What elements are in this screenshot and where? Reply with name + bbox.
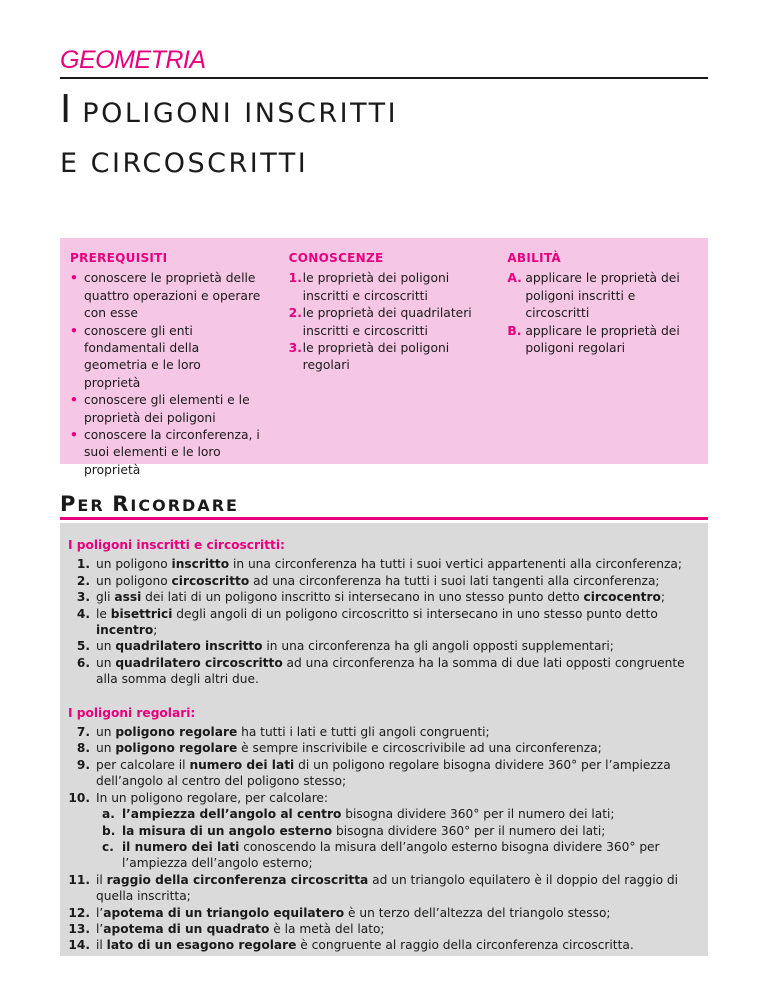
rule-text [96,741,602,755]
prerequisiti-text: conoscere la circonferenza, i suoi elementi e le loro proprietà [84,428,260,477]
section-label: GEOMETRIA [60,46,206,74]
rule-number: 1. [76,557,90,572]
rule-text [96,590,665,604]
bullet-icon: • [70,271,78,286]
prerequisiti-item [70,427,261,479]
text-run: è sempre inscrivibile e circoscrivibile ad una circonferenza; [237,741,602,756]
text-run: bisogna dividere 360° per il numero dei lati; [341,807,615,822]
text-run: è congruente al raggio della circonferenza circoscritta. [296,938,634,953]
abilita-heading: ABILITÀ [507,251,561,265]
rule-number: 3. [76,590,90,605]
conoscenze-item [289,305,480,340]
bold-term: il numero dei lati [122,839,240,854]
item-letter: B. [507,323,522,338]
text-run: ; [660,590,665,605]
page-title [60,84,398,189]
abilita-item [507,270,698,322]
rule-number: 11. [68,872,90,887]
rule-number: 7. [76,725,90,740]
title-small: ER [77,496,113,515]
bullet-icon: • [70,393,78,408]
rule-subitem [96,839,700,872]
prerequisiti-item [70,270,261,322]
rule-item [68,790,700,872]
rule-text [96,758,671,788]
rule-number: 5. [76,639,90,654]
prerequisiti-list [70,270,261,479]
rule-item [68,905,700,921]
bullet-icon: • [70,323,78,338]
rule-sublist [96,806,700,872]
text-run: il [96,938,107,953]
rule-number: 9. [76,757,90,772]
rule-item [68,937,700,953]
text-run: gli [96,590,115,605]
item-number: 1. [288,271,302,286]
rule-text [96,873,678,903]
text-run: un poligono [96,573,172,588]
rule-text [96,557,682,571]
bold-term: numero dei lati [189,757,295,772]
subitem-letter: c. [102,839,114,854]
bold-term: bisettrici [110,606,173,621]
rule-item [68,740,700,756]
conoscenze-heading: CONOSCENZE [288,251,384,265]
text-run: ad una circonferenza ha la somma di due lati opposti congruente alla somma degli altri due. [96,655,685,687]
text-run: in una circonferenza ha tutti i suoi vertici appartenenti alla circonferenza; [229,557,682,572]
bold-term: l’ampiezza dell’angolo al centro [122,807,342,822]
text-run: è un terzo dell’altezza del triangolo stesso; [344,905,611,920]
abilita-column [507,250,698,464]
subitem-text [122,807,615,821]
conoscenze-item [289,340,480,375]
rule-number: 2. [76,573,90,588]
bold-term: poligono regolare [115,725,238,740]
text-run: dei lati di un poligono inscritto si intersecano in uno stesso punto detto [141,590,584,605]
rule-text [96,791,328,805]
conoscenze-column [289,250,480,464]
text-run: un [96,725,116,740]
text-run: ; [153,623,158,638]
rule-text [96,922,385,936]
text-run: è la metà del lato; [269,921,385,936]
bold-term: inscritto [171,557,230,572]
rule-subitem [96,823,700,839]
per-ricordare-rule [60,517,708,520]
group2-heading: I poligoni regolari: [68,705,196,720]
title-line2: E CIRCOSCRITTI [60,148,309,179]
title-initial: I [60,87,72,131]
subitem-letter: b. [102,823,116,838]
rule-item [68,556,700,572]
rule-text [96,574,660,588]
prerequisiti-item [70,392,261,427]
text-run: ad una circonferenza ha tutti i suoi lati tangenti alla circonferenza; [249,573,660,588]
text-run: degli angoli di un poligono circoscritto si intersecano in uno stesso punto detto [172,606,658,621]
bold-term: quadrilatero circoscritto [115,655,283,670]
text-run: conoscendo la misura dell’angolo esterno bisogna dividere 360° per l’ampiezza dell’angolo esterno; [122,839,660,871]
prerequisiti-text: conoscere gli elementi e le proprietà dei poligoni [84,393,250,425]
rule-number: 12. [68,905,90,920]
text-run: bisogna dividere 360° per il numero dei lati; [332,823,606,838]
rule-item [68,872,700,905]
rule-text [96,906,611,920]
title-line1: POLIGONI INSCRITTI [71,98,399,129]
rule-item [68,655,700,688]
per-ricordare-title [60,492,239,516]
rule-item [68,724,700,740]
text-run: per calcolare il [96,757,190,772]
bullet-icon: • [70,428,78,443]
text-run: un [96,655,116,670]
conoscenze-text: le proprietà dei poligoni regolari [302,341,450,373]
text-run: un [96,639,116,654]
text-run: il [96,872,107,887]
top-rule [60,77,708,79]
subitem-text [122,824,605,838]
title-small: ICORDARE [130,496,239,515]
spacer [68,688,700,705]
text-run: l’ [96,921,104,936]
rule-text [96,607,658,637]
text-run: le [96,606,111,621]
rule-item [68,757,700,790]
title-cap: P [60,492,78,516]
conoscenze-text: le proprietà dei quadrilateri inscritti e circoscritti [302,306,472,338]
rule-number: 13. [68,921,90,936]
conoscenze-list [289,270,480,374]
bold-term: assi [114,590,142,605]
rule-text [96,639,614,653]
bold-term: apotema di un quadrato [103,921,270,936]
subitem-text [122,840,660,870]
rule-text [96,725,490,739]
bold-term: poligono regolare [115,741,238,756]
rule-item [68,573,700,589]
subitem-letter: a. [102,807,115,822]
prerequisiti-text: conoscere gli enti fondamentali della geometria e le loro proprietà [84,323,201,390]
rule-number: 6. [76,655,90,670]
abilita-text: applicare le proprietà dei poligoni regolari [525,323,680,356]
text-run: un [96,741,116,756]
abilita-text: applicare le proprietà dei poligoni inscritti e circoscritti [525,271,680,321]
conoscenze-text: le proprietà dei poligoni inscritti e circoscritti [302,271,450,303]
text-run: In un poligono regolare, per calcolare: [96,790,329,805]
bold-term: quadrilatero inscritto [115,639,263,654]
per-ricordare-box [60,523,708,956]
rule-number: 8. [76,741,90,756]
rule-item [68,921,700,937]
bold-term: apotema di un triangolo equilatero [103,905,345,920]
rule-item [68,638,700,654]
item-number: 2. [288,306,302,321]
rule-subitem [96,806,700,822]
rule-text [96,656,685,686]
prerequisiti-column [70,250,261,477]
rule-number: 10. [68,790,90,805]
prerequisiti-heading: PREREQUISITI [70,251,168,265]
rule-text [96,938,634,952]
item-number: 3. [288,341,302,356]
abilita-list [507,270,698,357]
title-cap: R [112,492,131,516]
bold-term: la misura di un angolo esterno [122,823,333,838]
text-run: di un poligono regolare bisogna dividere 360° per l’ampiezza dell’angolo al centro del poligono stesso; [96,757,671,789]
objectives-box [60,238,708,477]
prerequisiti-text: conoscere le proprietà delle quattro operazioni e operare con esse [84,271,261,321]
text-run: ha tutti i lati e tutti gli angoli congruenti; [237,725,490,740]
group2-list [68,724,700,954]
group1-heading: I poligoni inscritti e circoscritti: [68,538,285,552]
bold-term: raggio della circonferenza circoscritta [106,872,369,887]
text-run: l’ [96,905,104,920]
group1-list [68,556,700,687]
rule-number: 14. [68,938,90,953]
text-run: un poligono [96,557,172,572]
text-run: in una circonferenza ha gli angoli opposti supplementari; [262,639,614,654]
bold-term: circocentro [583,590,661,605]
abilita-item [507,323,698,358]
rule-item [68,589,700,605]
bold-term: lato di un esagono regolare [106,938,297,953]
prerequisiti-item [70,323,261,393]
conoscenze-item [289,270,480,305]
rule-item [68,606,700,639]
item-letter: A. [507,271,522,286]
rule-number: 4. [76,606,90,621]
bold-term: incentro [96,623,154,638]
bold-term: circoscritto [171,573,250,588]
text-run: ad un triangolo equilatero è il doppio del raggio di quella inscritta; [96,872,679,904]
